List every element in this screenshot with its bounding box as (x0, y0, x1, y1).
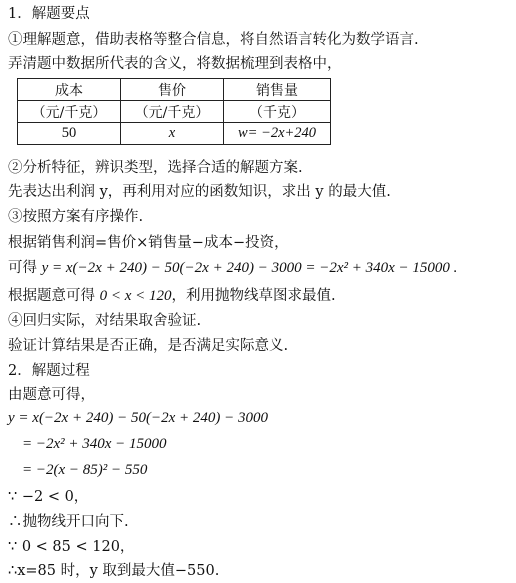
header-price: 售价 (121, 79, 224, 101)
profit-formula: y = x(−2x + 240) − 50(−2x + 240) − 3000 = −2x² + 340x − 15000 . (41, 260, 458, 276)
range-inequality: 0 < x < 120 (99, 288, 172, 304)
cell-sales: w= −2x+240 (224, 123, 331, 145)
step2-detail: 先表达出利润 y，再利用对应的函数知识，求出 y 的最大值. (8, 184, 391, 200)
range-suffix: ，利用抛物线草图求最值. (171, 288, 336, 304)
header-cost: 成本 (18, 79, 121, 101)
table-row (18, 123, 331, 145)
equation-2: = −2x² + 340x − 15000 (22, 436, 167, 452)
table-header-row-2 (18, 101, 331, 123)
step1-detail: 弄清题中数据所代表的含义，将数据梳理到表格中， (8, 56, 342, 72)
header-cost-unit: （元/千克） (18, 101, 121, 123)
because-1: ∵ −2 < 0， (8, 489, 89, 505)
header-sales-unit: （千克） (224, 101, 331, 123)
equation-1: y = x(−2x + 240) − 50(−2x + 240) − 3000 (8, 410, 268, 426)
step3-formula-prefix: 可得 (8, 260, 42, 276)
section1-heading: 1．解题要点 (8, 6, 90, 22)
table-header-row-1 (18, 79, 331, 101)
step1-text: ①理解题意，借助表格等整合信息，将自然语言转化为数学语言. (8, 32, 419, 48)
step3-formula-line (8, 258, 457, 278)
section2-heading: 2．解题过程 (8, 363, 90, 379)
step2-text: ②分析特征，辨识类型，选择合适的解题方案. (8, 160, 303, 176)
therefore-1: ∴抛物线开口向下. (8, 514, 129, 530)
therefore-2: ∴x=85 时，y 取到最大值−550. (8, 563, 220, 579)
cell-price: x (121, 123, 224, 145)
cell-cost: 50 (18, 123, 121, 145)
header-price-unit: （元/千克） (121, 101, 224, 123)
because-2: ∵ 0 < 85 < 120， (8, 539, 135, 555)
header-sales: 销售量 (224, 79, 331, 101)
step4-detail: 验证计算结果是否正确，是否满足实际意义. (8, 338, 289, 354)
step3-detail: 根据销售利润=售价×销售量−成本−投资， (8, 235, 289, 251)
range-prefix: 根据题意可得 (8, 288, 100, 304)
step3-range-line (8, 286, 336, 306)
step4-text: ④回归实际，对结果取舍验证. (8, 313, 202, 329)
info-table (17, 78, 331, 145)
equation-3: = −2(x − 85)² − 550 (22, 462, 148, 478)
step3-text: ③按照方案有序操作. (8, 209, 144, 225)
section2-intro: 由题意可得， (8, 387, 95, 403)
